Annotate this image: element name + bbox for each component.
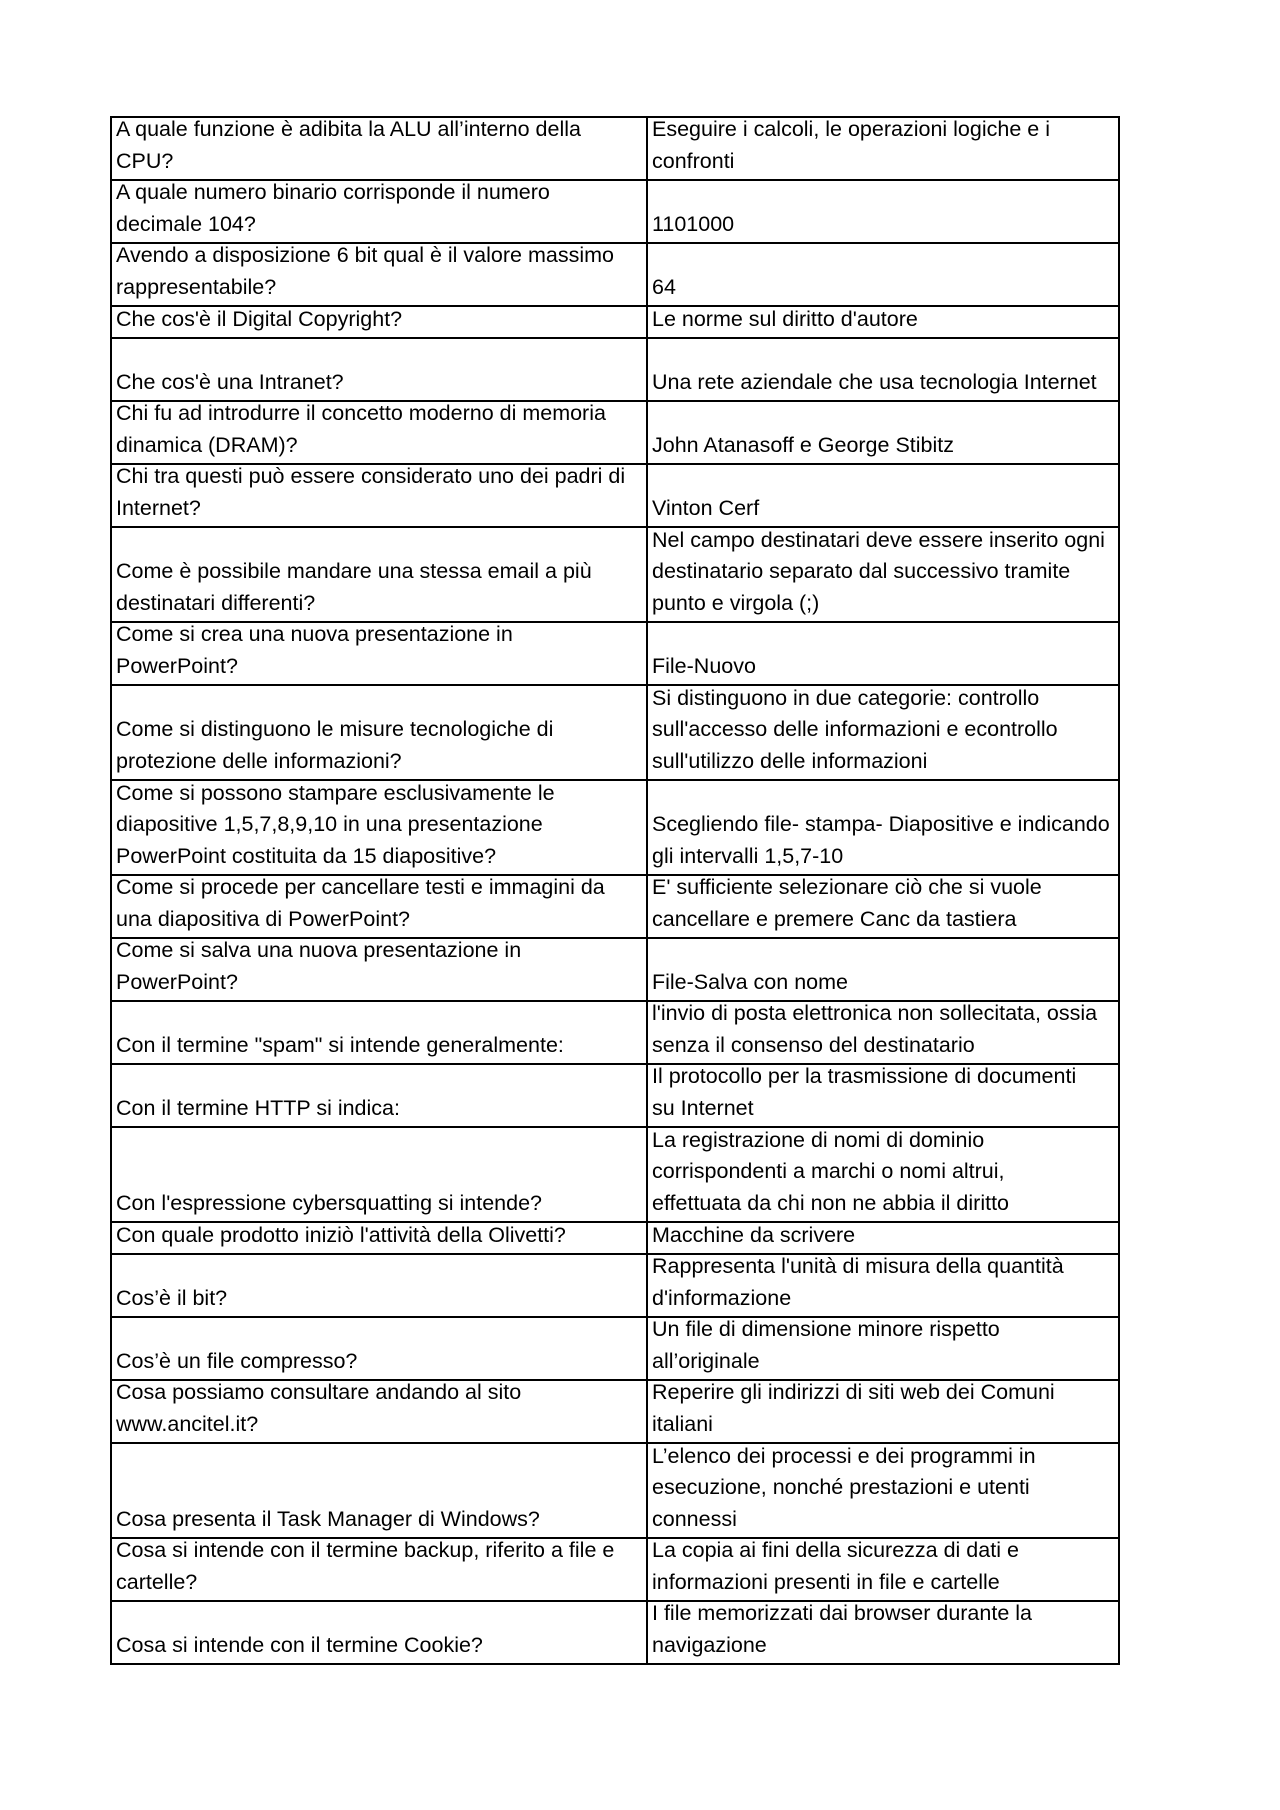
question-cell: Come è possibile mandare una stessa email a più destinatari differenti?	[112, 528, 648, 623]
question-cell: Cosa si intende con il termine backup, riferito a file e cartelle?	[112, 1539, 648, 1602]
answer-cell: Una rete aziendale che usa tecnologia Internet	[648, 339, 1120, 402]
table-row	[112, 1318, 1120, 1381]
table-row	[112, 402, 1120, 465]
question-cell: Cosa presenta il Task Manager di Windows?	[112, 1444, 648, 1539]
table-row	[112, 1128, 1120, 1223]
table-row	[112, 1539, 1120, 1602]
answer-cell: Le norme sul diritto d'autore	[648, 307, 1120, 339]
question-cell: Chi tra questi può essere considerato uno dei padri di Internet?	[112, 465, 648, 528]
answer-cell: 64	[648, 244, 1120, 307]
question-cell: Cos’è un file compresso?	[112, 1318, 648, 1381]
question-cell: Avendo a disposizione 6 bit qual è il valore massimo rappresentabile?	[112, 244, 648, 307]
answer-cell: L’elenco dei processi e dei programmi in esecuzione, nonché prestazioni e utenti connessi	[648, 1444, 1120, 1539]
answer-cell: Rappresenta l'unità di misura della quantità d'informazione	[648, 1255, 1120, 1318]
table-row	[112, 465, 1120, 528]
table-row	[112, 1223, 1120, 1255]
question-cell: Chi fu ad introdurre il concetto moderno di memoria dinamica (DRAM)?	[112, 402, 648, 465]
table-row	[112, 1444, 1120, 1539]
answer-cell: Nel campo destinatari deve essere inserito ogni destinatario separato dal successivo tramite punto e virgola (;)	[648, 528, 1120, 623]
question-cell: Come si procede per cancellare testi e immagini da una diapositiva di PowerPoint?	[112, 876, 648, 939]
question-cell: Come si crea una nuova presentazione in PowerPoint?	[112, 623, 648, 686]
question-cell: Cos’è il bit?	[112, 1255, 648, 1318]
question-cell: A quale numero binario corrisponde il numero decimale 104?	[112, 181, 648, 244]
question-cell: Cosa si intende con il termine Cookie?	[112, 1602, 648, 1665]
table-row	[112, 623, 1120, 686]
answer-cell: File-Salva con nome	[648, 939, 1120, 1002]
table-row	[112, 781, 1120, 876]
question-cell: Con quale prodotto iniziò l'attività della Olivetti?	[112, 1223, 648, 1255]
question-cell: Cosa possiamo consultare andando al sito www.ancitel.it?	[112, 1381, 648, 1444]
table-row	[112, 1065, 1120, 1128]
table-row	[112, 1002, 1120, 1065]
table-row	[112, 244, 1120, 307]
answer-cell: Eseguire i calcoli, le operazioni logiche e i confronti	[648, 118, 1120, 181]
answer-cell: 1101000	[648, 181, 1120, 244]
answer-cell: l'invio di posta elettronica non sollecitata, ossia senza il consenso del destinatario	[648, 1002, 1120, 1065]
table-row	[112, 307, 1120, 339]
answer-cell: E' sufficiente selezionare ciò che si vuole cancellare e premere Canc da tastiera	[648, 876, 1120, 939]
table-row	[112, 528, 1120, 623]
table-row	[112, 1255, 1120, 1318]
question-cell: Con il termine HTTP si indica:	[112, 1065, 648, 1128]
answer-cell: John Atanasoff e George Stibitz	[648, 402, 1120, 465]
table-row	[112, 118, 1120, 181]
answer-cell: Scegliendo file- stampa- Diapositive e indicando gli intervalli 1,5,7-10	[648, 781, 1120, 876]
answer-cell: Macchine da scrivere	[648, 1223, 1120, 1255]
question-cell: Con il termine "spam" si intende generalmente:	[112, 1002, 648, 1065]
table-row	[112, 181, 1120, 244]
answer-cell: La registrazione di nomi di dominio corrispondenti a marchi o nomi altrui, effettuata da chi non ne abbia il diritto	[648, 1128, 1120, 1223]
question-cell: Come si distinguono le misure tecnologiche di protezione delle informazioni?	[112, 686, 648, 781]
answer-cell: Il protocollo per la trasmissione di documenti su Internet	[648, 1065, 1120, 1128]
answer-cell: File-Nuovo	[648, 623, 1120, 686]
question-cell: Come si possono stampare esclusivamente le diapositive 1,5,7,8,9,10 in una presentazione PowerPoint costituita da 15 diapositive?	[112, 781, 648, 876]
question-cell: Che cos'è una Intranet?	[112, 339, 648, 402]
table-row	[112, 686, 1120, 781]
table-row	[112, 876, 1120, 939]
answer-cell: Si distinguono in due categorie: controllo sull'accesso delle informazioni e econtrollo sull'utilizzo delle informazioni	[648, 686, 1120, 781]
question-cell: Che cos'è il Digital Copyright?	[112, 307, 648, 339]
qa-table	[110, 116, 1120, 1665]
question-cell: Con l'espressione cybersquatting si intende?	[112, 1128, 648, 1223]
question-cell: A quale funzione è adibita la ALU all’interno della CPU?	[112, 118, 648, 181]
answer-cell: Reperire gli indirizzi di siti web dei Comuni italiani	[648, 1381, 1120, 1444]
table-row	[112, 939, 1120, 1002]
answer-cell: Un file di dimensione minore rispetto all’originale	[648, 1318, 1120, 1381]
table-row	[112, 339, 1120, 402]
answer-cell: La copia ai fini della sicurezza di dati e informazioni presenti in file e cartelle	[648, 1539, 1120, 1602]
table-row	[112, 1381, 1120, 1444]
answer-cell: I file memorizzati dai browser durante la navigazione	[648, 1602, 1120, 1665]
answer-cell: Vinton Cerf	[648, 465, 1120, 528]
question-cell: Come si salva una nuova presentazione in PowerPoint?	[112, 939, 648, 1002]
table-row	[112, 1602, 1120, 1665]
